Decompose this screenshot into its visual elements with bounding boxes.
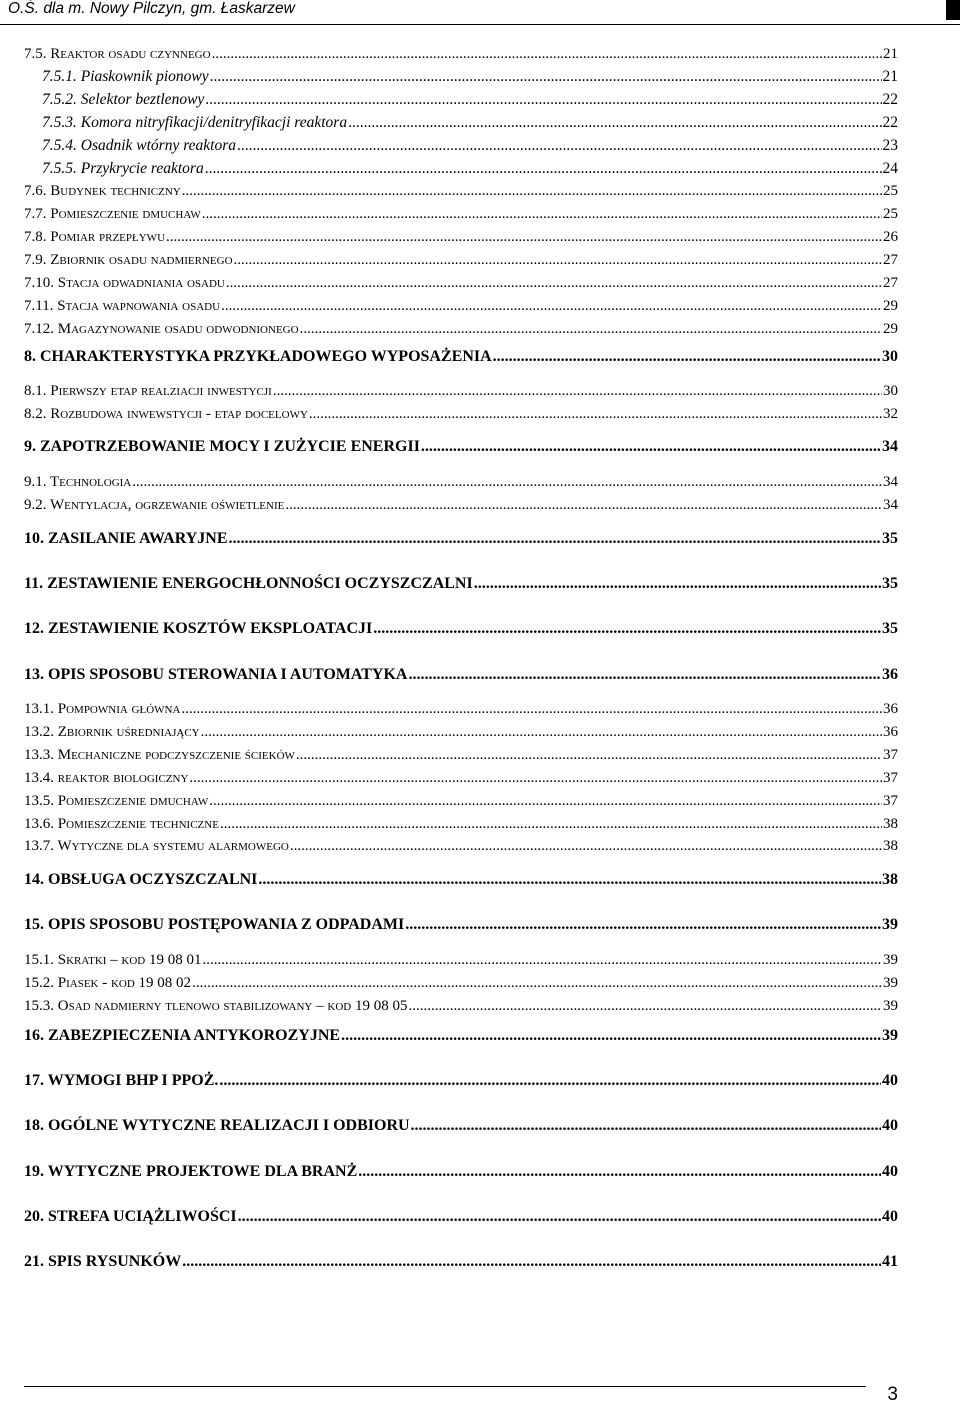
- toc-entry-page: 34: [883, 474, 898, 490]
- toc-entry-page: 36: [882, 666, 898, 683]
- toc-entry-number: 10.: [24, 530, 44, 547]
- toc-leader-dots: [192, 974, 882, 992]
- corner-mark: [946, 0, 960, 20]
- toc-entry-label: [24, 228, 165, 246]
- toc-entry[interactable]: [24, 575, 898, 593]
- toc-entry-page: 35: [882, 620, 898, 637]
- toc-leader-dots: [408, 666, 881, 684]
- toc-entry-title: ZESTAWIENIE ENERGOCHŁONNOŚCI OCZYSZCZALNI: [47, 575, 473, 592]
- toc-entry[interactable]: [24, 837, 898, 855]
- header-rule: [0, 24, 960, 25]
- toc-entry-title: Technologia: [49, 474, 132, 490]
- toc-entry-page: 25: [883, 183, 898, 199]
- toc-entry[interactable]: [24, 405, 898, 423]
- toc-leader-dots: [212, 45, 882, 63]
- toc-entry-title: Pomieszczenie techniczne: [57, 816, 219, 832]
- toc-entry-number: 8.1.: [24, 383, 47, 399]
- toc-entry[interactable]: [24, 666, 898, 684]
- toc-entry-title: Selektor beztlenowy: [80, 91, 205, 108]
- toc-entry-label: [24, 792, 208, 810]
- running-header: O.Ś. dla m. Nowy Pilczyn, gm. Łaskarzew: [8, 0, 295, 17]
- toc-entry[interactable]: [24, 274, 898, 292]
- toc-entry-page: 39: [883, 998, 898, 1014]
- toc-entry-label: [24, 1163, 357, 1181]
- toc-entry-number: 7.5.2.: [42, 91, 77, 108]
- toc-entry-label: [42, 91, 204, 109]
- toc-entry-page: 21: [883, 46, 898, 62]
- toc-entry-number: 13.1.: [24, 701, 54, 717]
- toc-entry[interactable]: [24, 1208, 898, 1226]
- footer-rule: [24, 1386, 866, 1387]
- toc-entry-label: [24, 997, 407, 1015]
- toc-entry-title: Stacja odwadniania osadu: [57, 275, 225, 291]
- toc-leader-dots: [296, 746, 882, 764]
- toc-leader-dots: [189, 769, 882, 787]
- toc-entry-title: SPIS RYSUNKÓW: [48, 1253, 182, 1270]
- toc-leader-dots: [166, 228, 882, 246]
- toc-entry-label: [24, 620, 372, 638]
- toc-entry[interactable]: [24, 205, 898, 223]
- toc-entry-title: Skratki – kod 19 08 01: [57, 952, 202, 968]
- toc-leader-dots: [202, 205, 882, 223]
- toc-entry[interactable]: [42, 68, 898, 86]
- toc-entry-number: 12.: [24, 620, 44, 637]
- toc-entry-page: 25: [883, 206, 898, 222]
- toc-entry-title: Piasek - kod 19 08 02: [57, 975, 192, 991]
- toc-entry-number: 19.: [24, 1163, 44, 1180]
- toc-entry-number: 9.: [24, 438, 36, 455]
- toc-leader-dots: [209, 792, 882, 810]
- toc-entry-number: 7.7.: [24, 206, 47, 222]
- toc-entry-number: 9.2.: [24, 497, 47, 513]
- toc-leader-dots: [181, 700, 882, 718]
- toc-entry-title: Pomieszczenie dmuchaw: [50, 206, 201, 222]
- toc-entry[interactable]: [24, 1253, 898, 1271]
- toc-entry[interactable]: [24, 496, 898, 514]
- toc-entry-title: ZASILANIE AWARYJNE: [48, 530, 228, 547]
- toc-entry-title: Pomiar przepływu: [50, 229, 166, 245]
- toc-entry-number: 8.: [24, 348, 36, 365]
- toc-entry-label: [24, 1027, 340, 1045]
- toc-entry-number: 13.7.: [24, 838, 54, 854]
- toc-leader-dots: [411, 1117, 881, 1135]
- toc-entry-title: ZAPOTRZEBOWANIE MOCY I ZUŻYCIE ENERGII: [40, 438, 420, 455]
- toc-entry[interactable]: [42, 137, 898, 155]
- toc-entry-title: OGÓLNE WYTYCZNE REALIZACJI I ODBIORU: [48, 1117, 410, 1134]
- toc-entry-title: Reaktor osadu czynnego: [50, 46, 211, 62]
- toc-entry-page: 40: [882, 1208, 898, 1225]
- toc-entry[interactable]: [24, 228, 898, 246]
- toc-entry[interactable]: [24, 1163, 898, 1181]
- toc-entry[interactable]: [24, 251, 898, 269]
- toc-entry-label: [24, 182, 181, 200]
- toc-entry-number: 13.: [24, 666, 44, 683]
- toc-entry[interactable]: [24, 382, 898, 400]
- toc-entry-page: 32: [883, 406, 898, 422]
- toc-leader-dots: [228, 530, 881, 548]
- toc-entry-title: Osad nadmierny tlenowo stabilizowany – kod 19 08 05: [57, 998, 408, 1014]
- toc-leader-dots: [237, 137, 881, 155]
- toc-entry-number: 15.: [24, 916, 44, 933]
- toc-leader-dots: [373, 620, 881, 638]
- toc-entry-label: [42, 160, 204, 178]
- toc-entry-label: [42, 137, 236, 155]
- toc-entry[interactable]: [24, 723, 898, 741]
- toc-entry-number: 17.: [24, 1072, 44, 1089]
- toc-entry-number: 8.2.: [24, 406, 47, 422]
- toc-entry-title: ZABEZPIECZENIA ANTYKOROZYJNE: [48, 1027, 341, 1044]
- toc-leader-dots: [182, 182, 882, 200]
- toc-entry-label: [24, 700, 180, 718]
- toc-entry-page: 39: [882, 916, 898, 933]
- toc-entry-label: [24, 274, 225, 292]
- toc-entry-title: Pompownia główna: [57, 701, 181, 717]
- toc-entry-label: [24, 405, 308, 423]
- toc-entry-title: WYTYCZNE PROJEKTOWE DLA BRANŻ: [47, 1163, 358, 1180]
- toc-entry-label: [24, 837, 289, 855]
- toc-entry-number: 13.5.: [24, 793, 54, 809]
- toc-entry-page: 40: [882, 1117, 898, 1134]
- toc-entry-page: 24: [882, 160, 898, 177]
- toc-entry-title: OPIS SPOSOBU STEROWANIA I AUTOMATYKA: [48, 666, 408, 683]
- toc-entry-title: Zbiornik osadu nadmiernego: [50, 252, 233, 268]
- toc-entry-title: Komora nitryfikacji/denitryfikacji reaktora: [80, 114, 348, 131]
- toc-entry-label: [24, 916, 404, 934]
- toc-entry-title: OBSŁUGA OCZYSZCZALNI: [48, 871, 258, 888]
- toc-leader-dots: [132, 473, 882, 491]
- toc-leader-dots: [182, 1253, 881, 1271]
- toc-leader-dots: [210, 68, 882, 86]
- toc-leader-dots: [408, 997, 882, 1015]
- toc-entry-number: 7.5.5.: [42, 160, 77, 177]
- toc-leader-dots: [273, 382, 882, 400]
- toc-entry[interactable]: [24, 620, 898, 638]
- toc-entry-page: 40: [882, 1163, 898, 1180]
- toc-entry-title: Osadnik wtórny reaktora: [80, 137, 237, 154]
- toc-entry-number: 9.1.: [24, 474, 47, 490]
- toc-entry-page: 29: [883, 321, 898, 337]
- toc-entry-page: 34: [882, 438, 898, 455]
- toc-entry-page: 29: [883, 298, 898, 314]
- toc-entry-page: 38: [883, 816, 898, 832]
- toc-leader-dots: [220, 815, 882, 833]
- toc-entry-title: ZESTAWIENIE KOSZTÓW EKSPLOATACJI: [48, 620, 373, 637]
- toc-leader-dots: [290, 837, 882, 855]
- toc-entry-number: 7.11.: [24, 298, 54, 314]
- toc-leader-dots: [285, 496, 882, 514]
- toc-entry-label: [24, 45, 211, 63]
- toc-leader-dots: [205, 91, 881, 109]
- toc-entry[interactable]: [24, 1117, 898, 1135]
- toc-entry-number: 7.5.4.: [42, 137, 77, 154]
- toc-entry[interactable]: [24, 320, 898, 338]
- toc-entry[interactable]: [24, 871, 898, 889]
- toc-entry[interactable]: [24, 700, 898, 718]
- toc-entry-title: Mechaniczne podczyszczenie ścieków: [57, 747, 295, 763]
- toc-entry-page: 27: [883, 275, 898, 291]
- toc-entry-title: Wentylacja, ogrzewanie oświetlenie: [49, 497, 285, 513]
- toc-entry-label: [24, 382, 272, 400]
- toc-entry-page: 38: [883, 838, 898, 854]
- toc-entry-title: Magazynowanie osadu odwodnionego: [57, 321, 299, 337]
- toc-entry-number: 21.: [24, 1253, 44, 1270]
- toc-entry-page: 39: [883, 952, 898, 968]
- toc-entry-label: [24, 1253, 181, 1271]
- toc-entry-page: 30: [883, 383, 898, 399]
- toc-entry-label: [24, 530, 227, 548]
- toc-entry-number: 7.9.: [24, 252, 47, 268]
- toc-entry-number: 18.: [24, 1117, 44, 1134]
- toc-leader-dots: [205, 160, 882, 178]
- toc-entry[interactable]: [24, 997, 898, 1015]
- toc-leader-dots: [219, 1072, 881, 1090]
- toc-leader-dots: [234, 251, 882, 269]
- toc-entry-label: [24, 769, 188, 787]
- toc-leader-dots: [221, 297, 882, 315]
- toc-entry-page: 36: [883, 701, 898, 717]
- toc-leader-dots: [258, 871, 881, 889]
- toc-entry-label: [24, 438, 420, 456]
- toc-entry-title: WYMOGI BHP I PPOŻ.: [47, 1072, 219, 1089]
- toc-leader-dots: [226, 274, 882, 292]
- toc-leader-dots: [300, 320, 882, 338]
- toc-leader-dots: [203, 951, 882, 969]
- toc-entry-title: reaktor biologiczny: [57, 770, 189, 786]
- toc-entry-label: [24, 496, 284, 514]
- toc-entry[interactable]: [24, 1027, 898, 1045]
- toc-entry-label: [24, 746, 295, 764]
- toc-entry-label: [24, 473, 131, 491]
- page-number: 3: [887, 1384, 898, 1405]
- toc-entry-number: 15.2.: [24, 975, 54, 991]
- toc-entry[interactable]: [24, 348, 898, 366]
- toc-entry[interactable]: [24, 473, 898, 491]
- toc-leader-dots: [493, 348, 881, 366]
- toc-entry-title: Rozbudowa inwewstycji - etap docelowy: [50, 406, 308, 422]
- toc-leader-dots: [405, 916, 881, 934]
- toc-entry[interactable]: [24, 792, 898, 810]
- toc-entry-number: 7.5.3.: [42, 114, 77, 131]
- toc-entry[interactable]: [24, 1072, 898, 1090]
- toc-entry-page: 23: [882, 137, 898, 154]
- toc-entry-page: 39: [882, 1027, 898, 1044]
- toc-entry-label: [24, 320, 299, 338]
- toc-entry-title: Stacja wapnowania osadu: [57, 298, 221, 314]
- toc-entry[interactable]: [24, 530, 898, 548]
- toc-entry-title: Pomieszczenie dmuchaw: [57, 793, 209, 809]
- toc-entry-label: [24, 723, 200, 741]
- toc-entry-page: 27: [883, 252, 898, 268]
- toc-entry[interactable]: [24, 916, 898, 934]
- toc-entry[interactable]: [24, 746, 898, 764]
- toc-entry-label: [24, 348, 492, 366]
- toc-entry[interactable]: [24, 815, 898, 833]
- toc-entry-title: CHARAKTERYSTYKA PRZYKŁADOWEGO WYPOSAŻENIA: [40, 348, 492, 365]
- toc-entry-page: 35: [882, 530, 898, 547]
- toc-entry-title: OPIS SPOSOBU POSTĘPOWANIA Z ODPADAMI: [48, 916, 405, 933]
- toc-entry-number: 15.3.: [24, 998, 54, 1014]
- toc-entry-page: 34: [883, 497, 898, 513]
- toc-entry-number: 13.6.: [24, 816, 54, 832]
- toc-entry-number: 7.12.: [24, 321, 54, 337]
- toc-entry-title: Budynek techniczny: [50, 183, 181, 199]
- toc-entry-page: 39: [883, 975, 898, 991]
- toc-entry-number: 14.: [24, 871, 44, 888]
- toc-entry-label: [42, 68, 209, 86]
- toc-entry-label: [24, 205, 201, 223]
- toc-entry-number: 7.5.: [24, 46, 47, 62]
- toc-entry-title: Przykrycie reaktora: [80, 160, 204, 177]
- toc-entry-label: [24, 575, 473, 593]
- toc-entry-label: [24, 951, 202, 969]
- toc-leader-dots: [201, 723, 882, 741]
- toc-entry[interactable]: [42, 114, 898, 132]
- toc-entry-label: [24, 666, 407, 684]
- toc-entry-page: 21: [882, 68, 898, 85]
- toc-entry-title: Pierwszy etap realziacji inwestycji: [50, 383, 272, 399]
- toc-leader-dots: [238, 1208, 881, 1226]
- toc-entry-title: Zbiornik uśredniający: [57, 724, 200, 740]
- toc-leader-dots: [358, 1163, 881, 1181]
- toc-entry-page: 37: [883, 747, 898, 763]
- toc-entry-number: 11.: [24, 575, 44, 592]
- toc-entry-number: 15.1.: [24, 952, 54, 968]
- toc-entry-label: [24, 974, 191, 992]
- toc-entry-label: [24, 871, 257, 889]
- toc-entry[interactable]: [24, 297, 898, 315]
- toc-entry-page: 30: [882, 348, 898, 365]
- toc-entry-page: 22: [882, 91, 898, 108]
- toc-entry[interactable]: [24, 974, 898, 992]
- toc-entry-number: 7.10.: [24, 275, 54, 291]
- toc-entry[interactable]: [24, 769, 898, 787]
- toc-entry-page: 35: [882, 575, 898, 592]
- toc-entry[interactable]: [24, 438, 898, 456]
- toc-entry-label: [24, 815, 219, 833]
- toc-entry-page: 38: [882, 871, 898, 888]
- toc-entry[interactable]: [42, 160, 898, 178]
- toc-entry-number: 7.5.1.: [42, 68, 77, 85]
- toc-entry-number: 13.4.: [24, 770, 54, 786]
- toc-entry-number: 7.8.: [24, 229, 47, 245]
- toc-entry-label: [24, 251, 233, 269]
- toc-entry-number: 13.3.: [24, 747, 54, 763]
- toc-entry[interactable]: [42, 91, 898, 109]
- toc-entry-number: 16.: [24, 1027, 44, 1044]
- toc-leader-dots: [348, 114, 881, 132]
- toc-entry[interactable]: [24, 45, 898, 63]
- toc-entry-label: [24, 297, 220, 315]
- toc-leader-dots: [309, 405, 882, 423]
- toc-leader-dots: [341, 1027, 881, 1045]
- toc-entry-page: 26: [883, 229, 898, 245]
- toc-entry-title: STREFA UCIĄŻLIWOŚCI: [48, 1208, 237, 1225]
- toc-entry-page: 22: [882, 114, 898, 131]
- toc-entry-page: 37: [883, 770, 898, 786]
- toc-entry-page: 36: [883, 724, 898, 740]
- toc-entry-number: 7.6.: [24, 183, 47, 199]
- toc-entry-page: 37: [883, 793, 898, 809]
- toc-leader-dots: [474, 575, 881, 593]
- toc-entry-label: [24, 1117, 410, 1135]
- toc-entry[interactable]: [24, 951, 898, 969]
- toc-entry-page: 41: [882, 1253, 898, 1270]
- toc-entry-number: 20.: [24, 1208, 44, 1225]
- toc-entry-title: Wytyczne dla systemu alarmowego: [57, 838, 289, 854]
- toc-entry-label: [42, 114, 347, 132]
- toc-entry[interactable]: [24, 182, 898, 200]
- toc-entry-label: [24, 1072, 218, 1090]
- toc-entry-label: [24, 1208, 237, 1226]
- toc-entry-number: 13.2.: [24, 724, 54, 740]
- toc-leader-dots: [421, 438, 881, 456]
- toc-entry-page: 40: [882, 1072, 898, 1089]
- toc-entry-title: Piaskownik pionowy: [80, 68, 209, 85]
